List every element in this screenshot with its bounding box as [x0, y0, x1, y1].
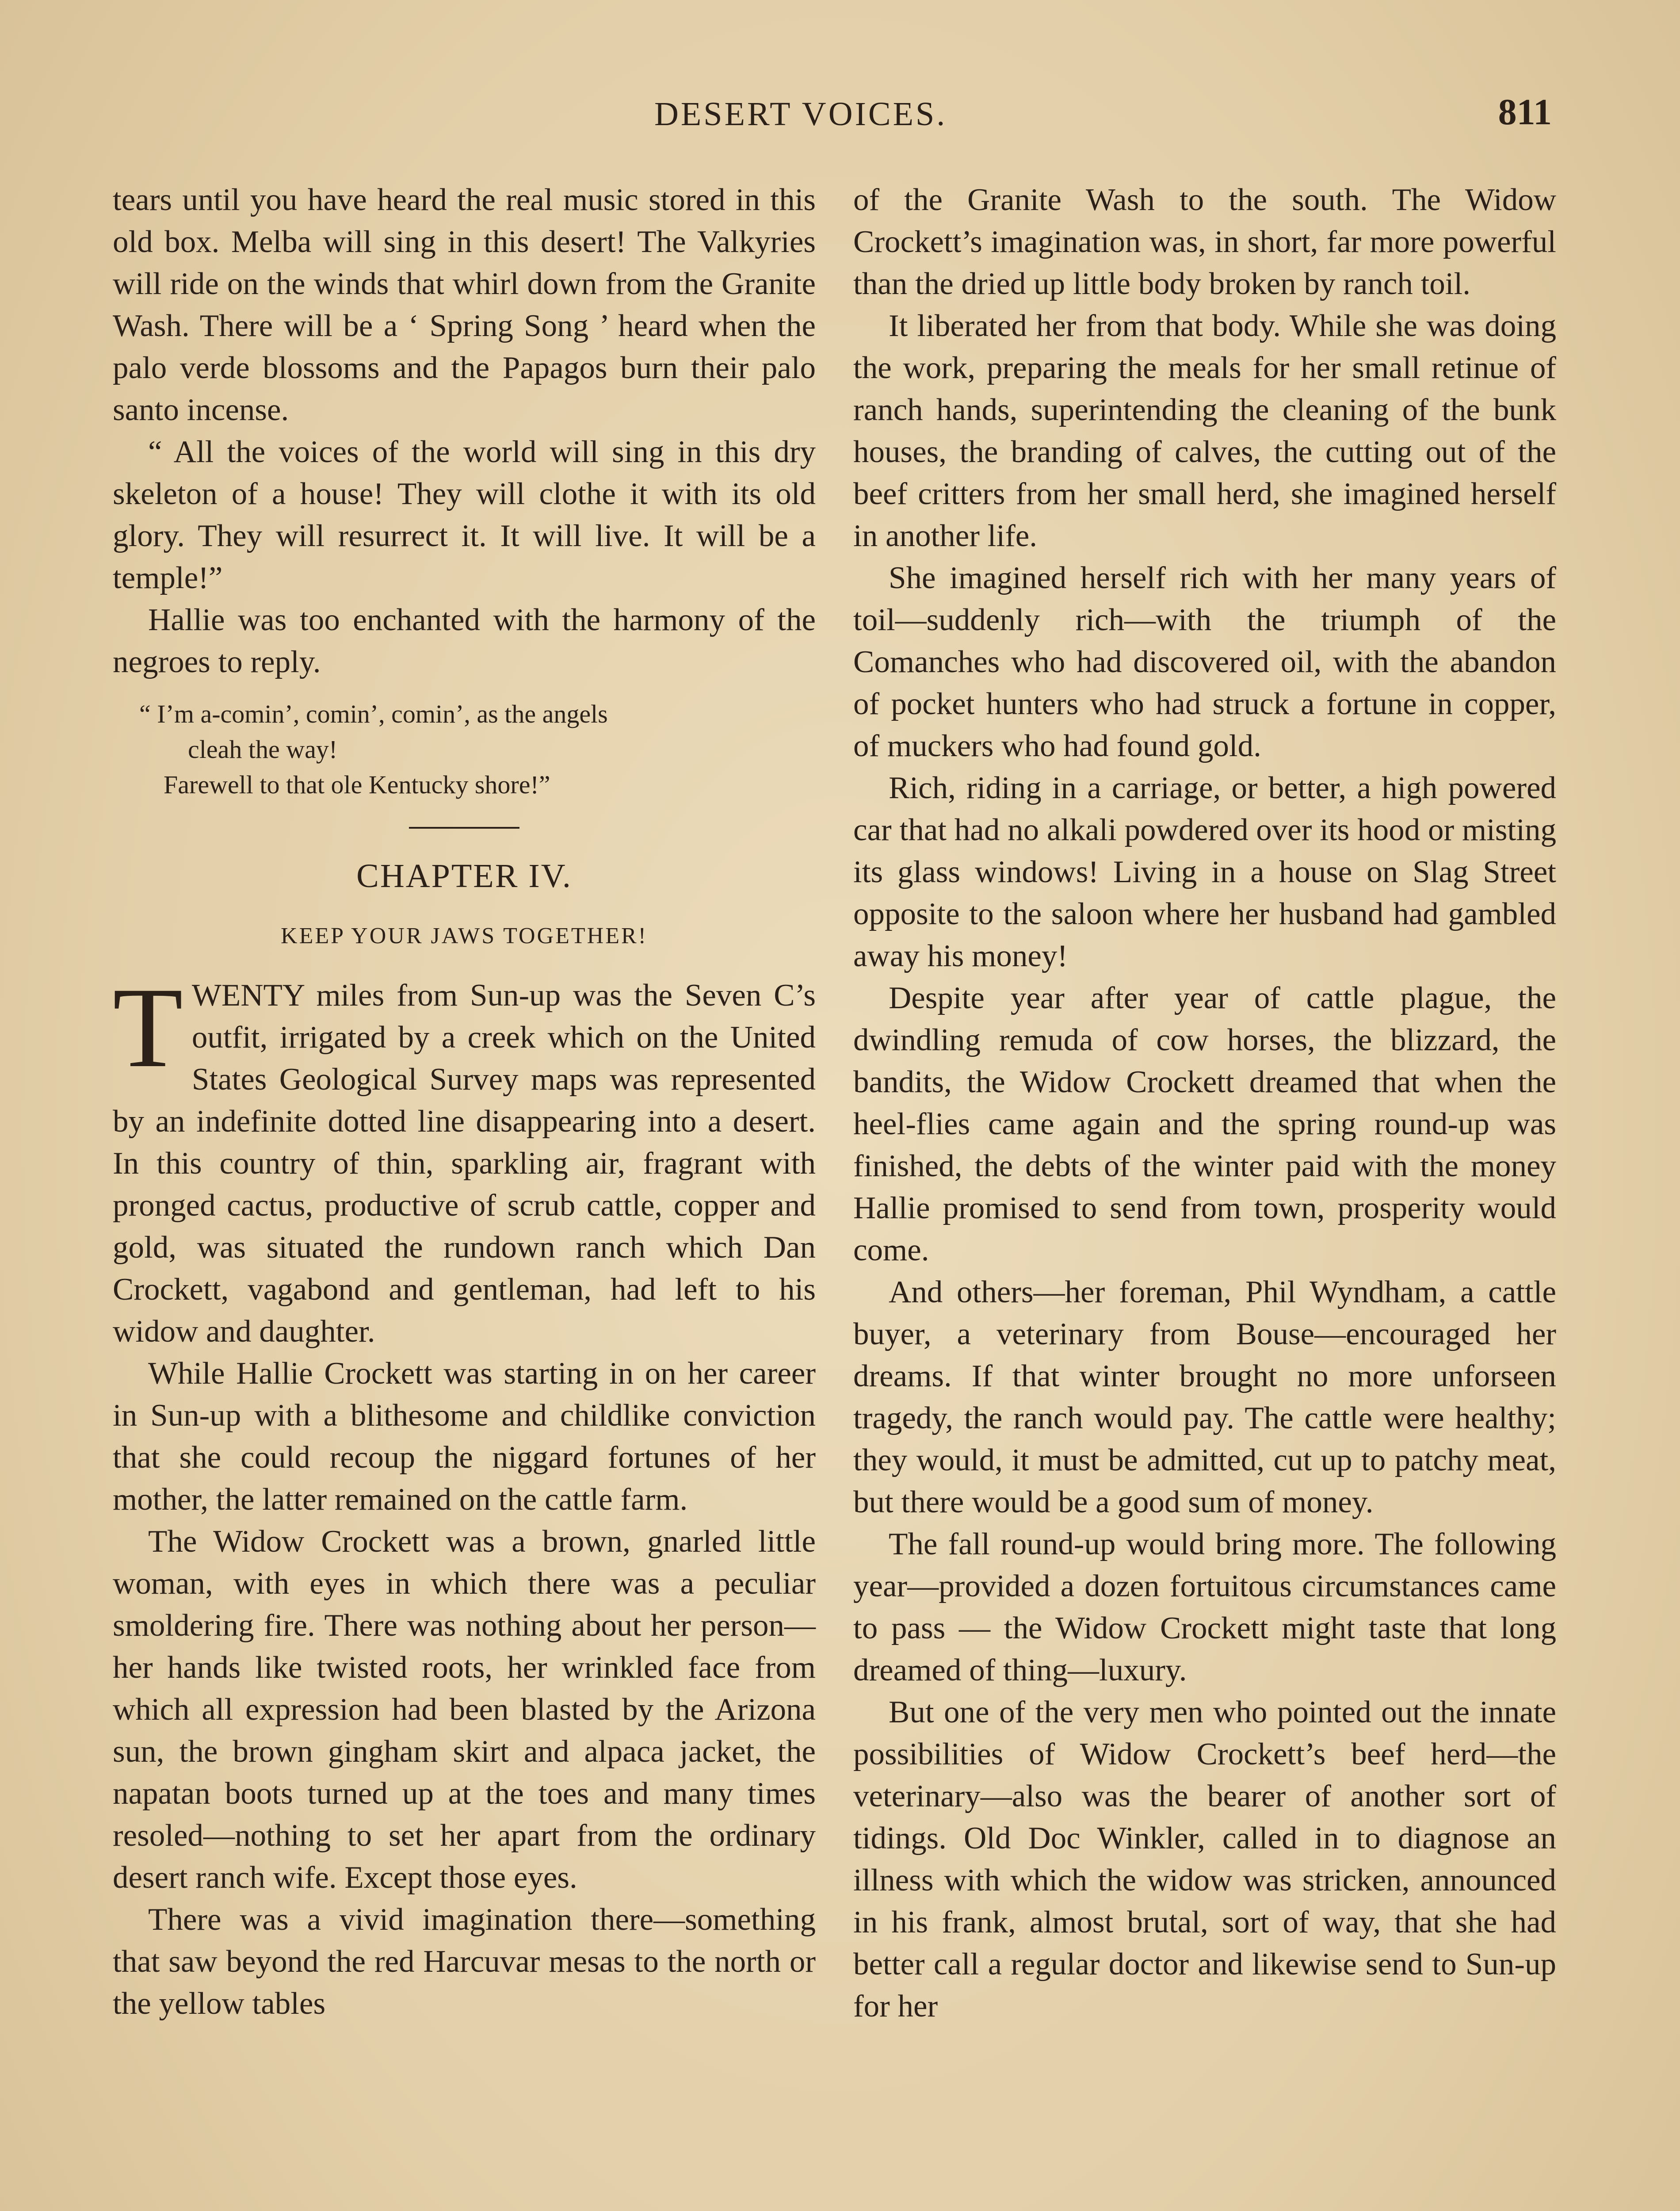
chapter-opening-paragraph [113, 964, 816, 1353]
verse-line: cleah the way! [188, 735, 338, 764]
paragraph: Despite year after year of cattle plague, the dwindling remuda of cow horses, the blizzard, the bandits, the Widow Crockett dreamed that when the heel-flies came again and the spring round-up was finished, the debts of the winter paid with the money Hallie promised to send from town, prosperity would come. [853, 981, 1556, 1267]
paragraph: The Widow Crockett was a brown, gnarled little woman, with eyes in which there was a peculiar smoldering fire. There was nothing about her person—her hands like twisted roots, her wrinkled face from which all expression had been blasted by the Arizona sun, the brown gingham skirt and alpaca jacket, the napatan boots turned up at the toes and many times resoled—nothing to set her apart from the ordinary desert ranch wife. Except those eyes. [113, 1524, 816, 1895]
page-number: 811 [1498, 92, 1552, 133]
paragraph: tears until you have heard the real music stored in this old box. Melba will sing in this desert! The Valkyries will ride on the winds that whirl down from the Granite Wash. There will be a ‘ Spring Song ’ heard when the palo verde blossoms and the Papagos burn their palo santo incense. [113, 183, 816, 427]
paragraph: And others—her foreman, Phil Wyndham, a cattle buyer, a veterinary from Bouse—encouraged her dreams. If that winter brought no more unforseen tragedy, the ranch would pay. The cattle were healthy; they would, it must be admitted, cut up to patchy meat, but there would be a good sum of money. [853, 1275, 1556, 1519]
chapter-subtitle: KEEP YOUR JAWS TOGETHER! [281, 923, 648, 949]
paragraph: She imagined herself rich with her many years of toil—suddenly rich—with the triumph of the Comanches who had discovered oil, with the abandon of pocket hunters who had struck a fortune in copper, of muckers who had found gold. [853, 561, 1556, 763]
paragraph: of the Granite Wash to the south. The Widow Crockett’s imagination was, in short, far more powerful than the dried up little body broken by ranch toil. [853, 183, 1556, 301]
drop-cap: T [113, 964, 183, 1091]
paragraph: It liberated her from that body. While she was doing the work, preparing the meals for her small retinue of ranch hands, superintending the cleaning of the bunk houses, the branding of calves, the cutting out of the beef critters from her small herd, she imagined herself in another life. [853, 309, 1556, 553]
paragraph: While Hallie Crockett was starting in on her career in Sun-up with a blithesome and childlike conviction that she could recoup the niggard fortunes of her mother, the latter remained on the cattle farm. [113, 1356, 816, 1517]
song-verse [139, 696, 816, 803]
right-column [853, 179, 1556, 2027]
paragraph: But one of the very men who pointed out the innate possibilities of Widow Crockett’s beef herd—the veterinary—also was the bearer of another sort of tidings. Old Doc Winkler, called in to diagnose an illness with which the widow was stricken, announced in his frank, almost brutal, sort of way, that she had better call a regular doctor and likewise send to Sun-up for her [853, 1695, 1556, 2024]
paragraph: The fall round-up would bring more. The following year—provided a dozen fortuitous circumstances came to pass — the Widow Crockett might taste that long dreamed of thing—luxury. [853, 1527, 1556, 1687]
paragraph: “ All the voices of the world will sing in this dry skeleton of a house! They will clothe it with its old glory. They will resurrect it. It will live. It will be a temple!” [113, 435, 816, 595]
left-column [113, 179, 816, 2025]
paragraph: Rich, riding in a carriage, or better, a high powered car that had no alkali powdered over its hood or misting its glass windows! Living in a house on Slag Street opposite to the saloon where her husband had gambled away his money! [853, 771, 1556, 973]
verse-line: “ I’m a-comin’, comin’, comin’, as the angels [139, 700, 608, 728]
paragraph: There was a vivid imagination there—something that saw beyond the red Harcuvar mesas to the north or the yellow tables [113, 1902, 816, 2021]
verse-line: Farewell to that ole Kentucky shore!” [164, 770, 550, 799]
running-title: DESERT VOICES. [654, 96, 947, 133]
paragraph-text: WENTY miles from Sun-up was the Seven C’s outfit, irrigated by a creek which on the United States Geological Survey maps was represented by an indefinite dotted line disappearing into a desert. In this country of thin, sparkling air, fragrant with pronged cactus, productive of scrub cattle, copper and gold, was situated the rundown ranch which Dan Crockett, vagabond and gentleman, had left to his widow and daughter. [113, 978, 816, 1349]
chapter-title: CHAPTER IV. [356, 857, 572, 895]
section-divider [409, 827, 519, 829]
paragraph: Hallie was too enchanted with the harmony of the negroes to reply. [113, 603, 816, 679]
